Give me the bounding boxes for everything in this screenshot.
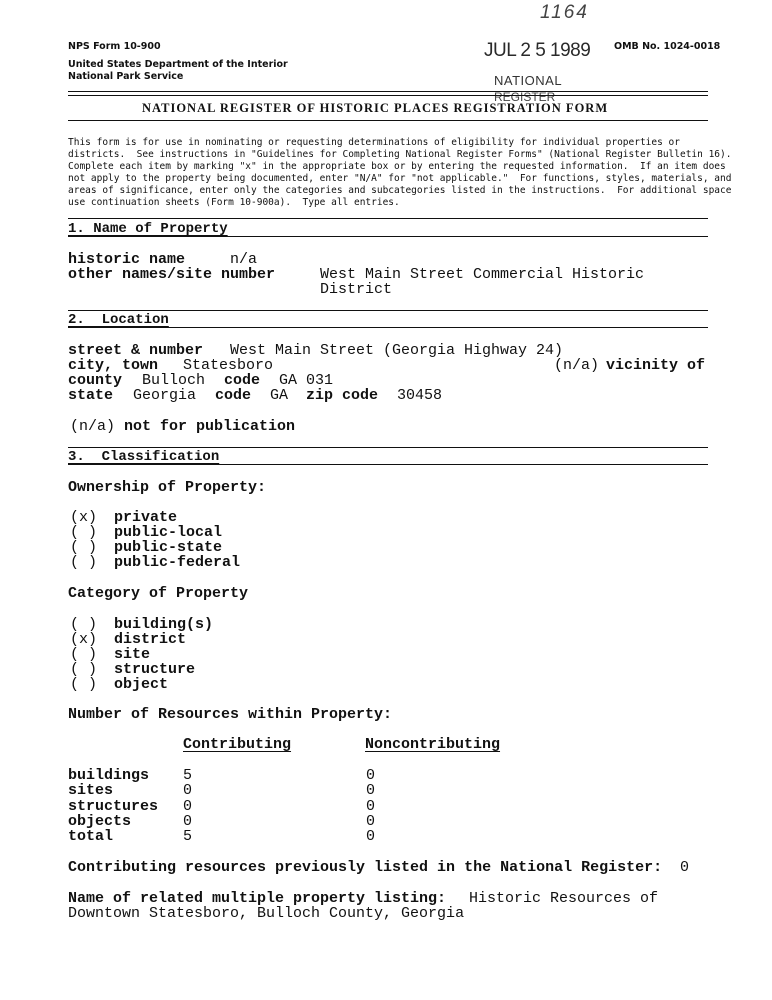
contributing-column-header: Contributing [183, 736, 292, 753]
ownership-heading: Ownership of Property: [68, 479, 267, 496]
resource-label: total [68, 828, 114, 845]
section1-rule-bottom [68, 236, 708, 237]
resource-noncontributing: 0 [366, 828, 376, 845]
resources-heading: Number of Resources within Property: [68, 706, 393, 723]
instructions-block [68, 137, 732, 209]
section2-rule-bottom [68, 327, 708, 328]
section2-rule-top [68, 310, 708, 311]
other-names-value-line2: District [320, 281, 393, 298]
instruction-line: use continuation sheets (Form 10-900a). Type all entries. [68, 197, 400, 208]
resource-contributing: 5 [183, 767, 193, 784]
ownership-label: public-local [114, 524, 223, 541]
category-heading: Category of Property [68, 585, 249, 602]
header-rule-top [68, 91, 708, 92]
previously-listed-label: Contributing resources previously listed in the National Register: [68, 859, 663, 876]
resource-contributing: 0 [183, 813, 193, 830]
resource-label: buildings [68, 767, 150, 784]
vicinity-label: vicinity of [606, 357, 706, 374]
resource-contributing: 5 [183, 828, 193, 845]
previously-listed-value: 0 [680, 859, 690, 876]
historic-name-label: historic name [68, 251, 186, 268]
category-mark: ( ) [70, 646, 98, 663]
department-name: United States Department of the Interior [68, 59, 288, 70]
handwritten-number: 1164 [540, 2, 589, 23]
related-listing-value-line1: Historic Resources of [469, 890, 659, 907]
category-mark: (x) [70, 631, 98, 648]
ownership-label: public-federal [114, 554, 241, 571]
section1-heading: 1. Name of Property [68, 221, 228, 237]
ownership-label: private [114, 509, 178, 526]
instruction-line: areas of significance, enter only the categories and subcategories listed in the instructions. For additional space [68, 185, 732, 196]
resource-noncontributing: 0 [366, 767, 376, 784]
other-names-label: other names/site number [68, 266, 276, 283]
ownership-mark: ( ) [70, 524, 98, 541]
category-label: building(s) [114, 616, 214, 633]
instruction-line: Complete each item by marking "x" in the appropriate box or by entering the requested information. If an item does [68, 161, 726, 172]
noncontributing-column-header: Noncontributing [365, 736, 501, 753]
publication-mark: (n/a) [70, 418, 116, 435]
ownership-mark: ( ) [70, 554, 98, 571]
resource-contributing: 0 [183, 782, 193, 799]
received-date-stamp: JUL 2 5 1989 [484, 40, 591, 61]
header-rule-bottom [68, 120, 708, 121]
county-value: Bulloch [142, 372, 206, 389]
county-label: county [68, 372, 123, 389]
ownership-label: public-state [114, 539, 223, 556]
resource-label: structures [68, 798, 159, 815]
omb-number: OMB No. 1024-0018 [614, 41, 721, 52]
county-code-label: code [224, 372, 261, 389]
city-label: city, town [68, 357, 159, 374]
county-code-value: GA 031 [279, 372, 334, 389]
related-listing-value-line2: Downtown Statesboro, Bulloch County, Georgia [68, 905, 465, 922]
state-code-label: code [215, 387, 252, 404]
service-name: National Park Service [68, 71, 184, 82]
category-label: site [114, 646, 151, 663]
resource-contributing: 0 [183, 798, 193, 815]
ownership-mark: ( ) [70, 539, 98, 556]
national-stamp: NATIONAL [494, 73, 563, 88]
vicinity-mark: (n/a) [554, 357, 600, 374]
state-value: Georgia [133, 387, 197, 404]
street-value: West Main Street (Georgia Highway 24) [230, 342, 564, 359]
instruction-line: not apply to the property being documented, enter "N/A" for "not applicable." For functions, styles, materials, and [68, 173, 732, 184]
category-mark: ( ) [70, 616, 98, 633]
related-listing-label: Name of related multiple property listing: [68, 890, 447, 907]
section3-rule-top [68, 447, 708, 448]
state-code-value: GA [270, 387, 289, 404]
other-names-value-line1: West Main Street Commercial Historic [320, 266, 645, 283]
instruction-line: districts. See instructions in "Guidelines for Completing National Register Forms" (National Register Bulletin 16). [68, 149, 732, 160]
zip-label: zip code [306, 387, 379, 404]
section2-heading: 2. Location [68, 312, 169, 328]
section3-rule-bottom [68, 464, 708, 465]
state-label: state [68, 387, 114, 404]
section1-rule-top [68, 218, 708, 219]
instruction-line: This form is for use in nominating or requesting determinations of eligibility for individual properties or [68, 137, 680, 148]
category-mark: ( ) [70, 676, 98, 693]
header-rule-second [68, 95, 708, 96]
resource-label: objects [68, 813, 132, 830]
section3-heading: 3. Classification [68, 449, 220, 465]
resource-label: sites [68, 782, 114, 799]
category-label: object [114, 676, 169, 693]
zip-value: 30458 [397, 387, 443, 404]
city-value: Statesboro [183, 357, 274, 374]
category-label: district [114, 631, 187, 648]
street-label: street & number [68, 342, 204, 359]
historic-name-value: n/a [230, 251, 258, 268]
publication-label: not for publication [124, 418, 296, 435]
resource-noncontributing: 0 [366, 782, 376, 799]
category-label: structure [114, 661, 196, 678]
ownership-mark: (x) [70, 509, 98, 526]
register-stamp-partial: REGISTER [494, 90, 556, 104]
resource-noncontributing: 0 [366, 813, 376, 830]
form-title: NATIONAL REGISTER OF HISTORIC PLACES REGISTRATION FORM [142, 101, 609, 115]
form-number: NPS Form 10-900 [68, 41, 161, 52]
resource-noncontributing: 0 [366, 798, 376, 815]
category-mark: ( ) [70, 661, 98, 678]
